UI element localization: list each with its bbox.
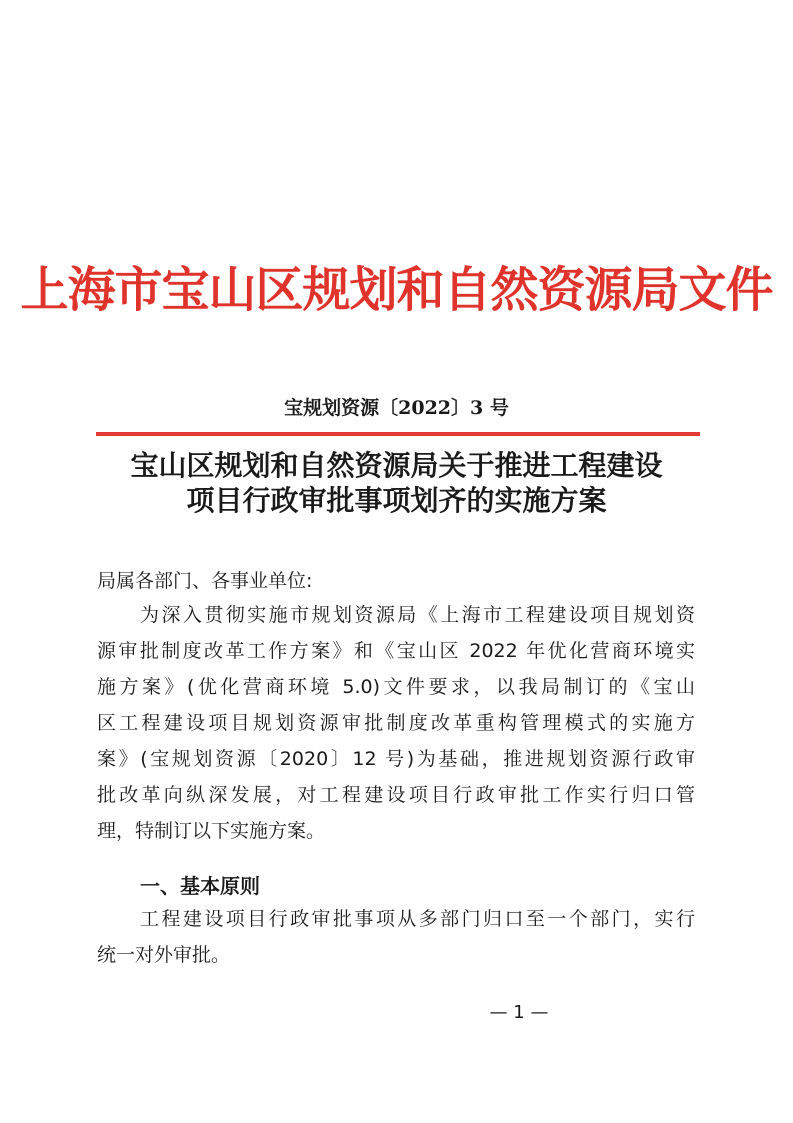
paragraph-2-line-2: 统一对外审批。: [97, 944, 231, 966]
document-title-line-1: 宝山区规划和自然资源局关于推进工程建设: [130, 449, 663, 482]
document-header-title: 上海市宝山区规划和自然资源局文件: [20, 262, 773, 318]
paragraph-1-line-6: 批改革向纵深发展，对工程建设项目行政审批工作实行归口管: [97, 784, 695, 806]
paragraph-1-line-1: 为深入贯彻实施市规划资源局《上海市工程建设项目规划资: [140, 604, 695, 626]
red-separator-rule: [96, 432, 700, 436]
page-number: — 1 —: [489, 1002, 549, 1023]
paragraph-1-line-3: 施方案》(优化营商环境 5.0)文件要求，以我局制订的《宝山: [97, 676, 695, 698]
paragraph-1-line-4: 区工程建设项目规划资源审批制度改革重构管理模式的实施方: [97, 712, 695, 734]
paragraph-1-line-2: 源审批制度改革工作方案》和《宝山区 2022 年优化营商环境实: [97, 640, 695, 662]
paragraph-1-line-5: 案》(宝规划资源〔2020〕12 号)为基础，推进规划资源行政审: [97, 748, 695, 770]
document-title-line-2: 项目行政审批事项划齐的实施方案: [186, 484, 607, 517]
document-number: 宝规划资源〔2022〕3 号: [284, 397, 509, 419]
salutation: 局属各部门、各事业单位:: [97, 570, 313, 592]
paragraph-2-line-1: 工程建设项目行政审批事项从多部门归口至一个部门，实行: [140, 908, 695, 930]
paragraph-1-line-7: 理，特制订以下实施方案。: [97, 820, 326, 842]
section-1-heading: 一、基本原则: [140, 874, 260, 898]
